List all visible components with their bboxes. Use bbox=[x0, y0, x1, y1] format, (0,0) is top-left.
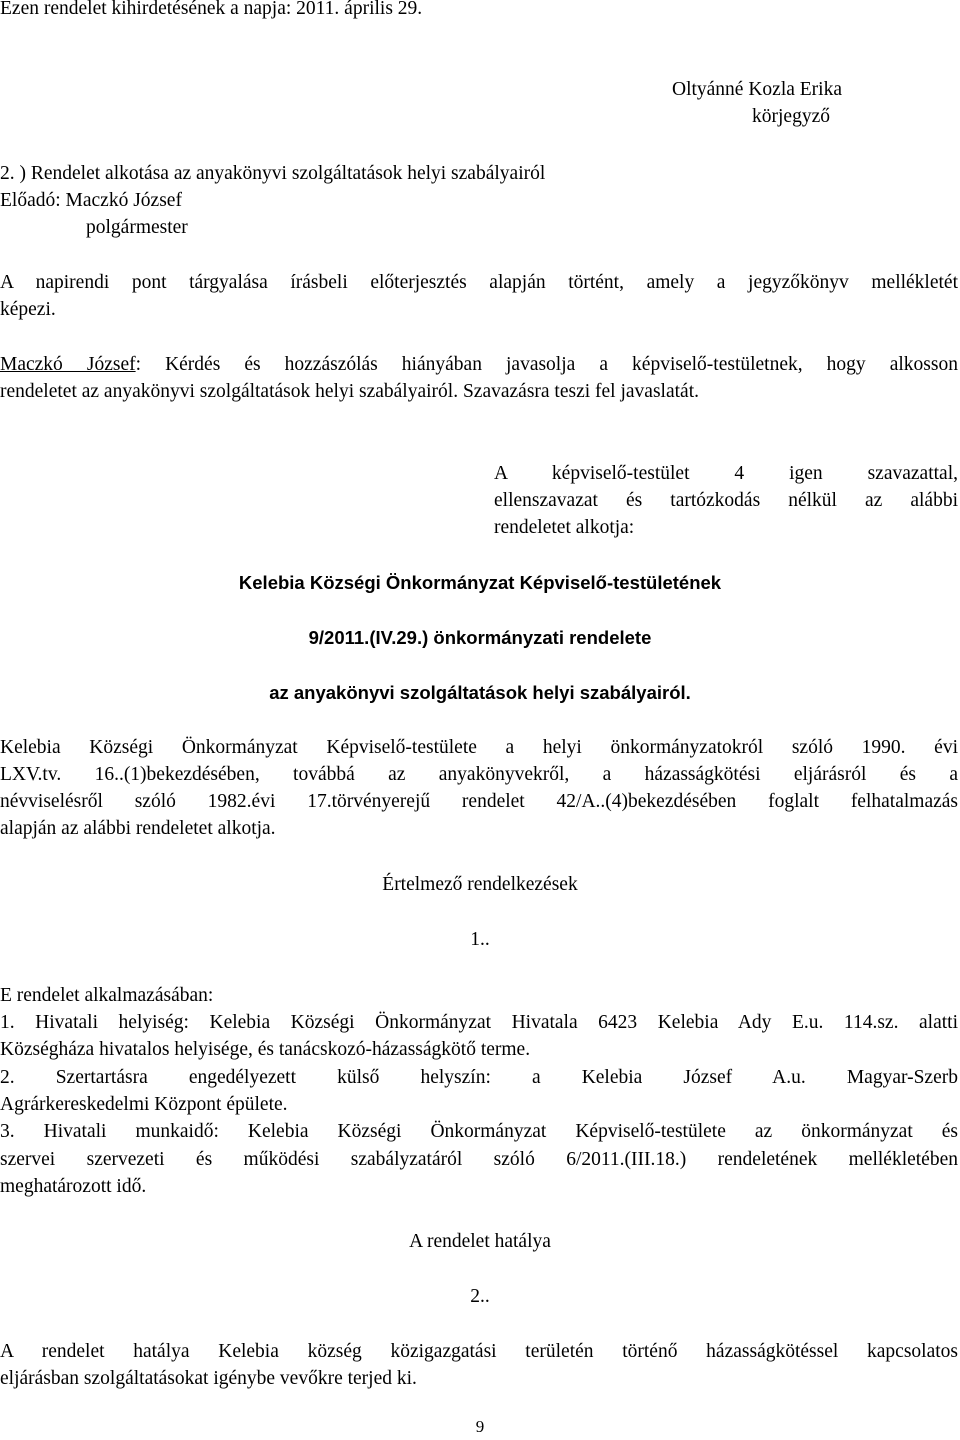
agenda-number: 2. bbox=[0, 163, 15, 184]
preamble-line: Kelebia Községi Önkormányzat Képviselő-testülete a helyi önkormányzatokról szóló 1990. évi bbox=[0, 737, 958, 758]
decree-subject: az anyakönyvi szolgáltatások helyi szabályairól. bbox=[269, 682, 691, 703]
signer-title: körjegyző bbox=[752, 106, 830, 127]
list-item: 2. Szertartásra engedélyezett külső helyszín: a Kelebia József A.u. Magyar-Szerb bbox=[0, 1067, 958, 1088]
list-item: 1. Hivatali helyiség: Kelebia Községi Önkormányzat Hivatala 6423 Kelebia Ady E.u. 114.sz. alatti bbox=[0, 1012, 958, 1033]
decree-issuer: Kelebia Községi Önkormányzat Képviselő-testületének bbox=[238, 572, 722, 593]
vote-line: ellenszavazat és tartózkodás nélkül az alábbi bbox=[494, 490, 958, 511]
list-item: 3. Hivatali munkaidő: Kelebia Községi Önkormányzat Képviselő-testülete az önkormányzat és bbox=[0, 1121, 958, 1142]
section-number: 1.. bbox=[470, 929, 490, 950]
paragraph-line: A rendelet hatálya Kelebia község közigazgatási területén történő házasságkötéssel kapcsolatos bbox=[0, 1341, 958, 1362]
vote-line: A képviselő-testület 4 igen szavazattal, bbox=[494, 463, 958, 484]
list-item: meghatározott idő. bbox=[0, 1176, 147, 1197]
page-number: 9 bbox=[475, 1417, 485, 1436]
list-item: szervei szervezeti és működési szabályzatáról szóló 6/2011.(III.18.) rendeletének mellékletében bbox=[0, 1149, 958, 1170]
agenda-title: ) Rendelet alkotása az anyakönyvi szolgáltatások helyi szabályairól bbox=[19, 163, 546, 184]
promulgation-line: Ezen rendelet kihirdetésének a napja: 2011. április 29. bbox=[0, 0, 423, 19]
section-number: 2.. bbox=[470, 1286, 490, 1307]
preamble-line: LXV.tv. 16..(1)bekezdésében, továbbá az anyakönyvekről, a házasságkötési eljárásról és a bbox=[0, 764, 958, 785]
speaker-paragraph-line bbox=[0, 352, 958, 378]
vote-line: rendeletet alkotja: bbox=[494, 517, 635, 538]
section-heading: A rendelet hatálya bbox=[409, 1231, 551, 1252]
preamble-line: névviselésről szóló 1982.évi 17.törvényerejű rendelet 42/A..(4)bekezdésében foglalt felhatalmazás bbox=[0, 791, 958, 812]
paragraph-line: eljárásban szolgáltatásokat igénybe vevőkre terjed ki. bbox=[0, 1368, 417, 1389]
speaker-text: : Kérdés és hozzászólás hiányában javasolja a képviselő-testületnek, hogy alkosson bbox=[135, 354, 958, 375]
speaker-name: Maczkó József bbox=[0, 354, 136, 375]
paragraph-line: A napirendi pont tárgyalása írásbeli előterjesztés alapján történt, amely a jegyzőkönyv mellékletét bbox=[0, 272, 958, 293]
agenda-presenter: Előadó: Maczkó József bbox=[0, 190, 182, 211]
paragraph-line: képezi. bbox=[0, 299, 56, 320]
paragraph-line: rendeletet az anyakönyvi szolgáltatások helyi szabályairól. Szavazásra teszi fel javaslatát. bbox=[0, 381, 699, 402]
signer-name: Oltyánné Kozla Erika bbox=[671, 79, 842, 100]
agenda-presenter-title: polgármester bbox=[86, 217, 188, 238]
agenda-item-title bbox=[0, 161, 545, 187]
decree-number: 9/2011.(IV.29.) önkormányzati rendelete bbox=[308, 627, 652, 648]
list-item: Községháza hivatalos helyisége, és tanácskozó-házasságkötő terme. bbox=[0, 1039, 531, 1060]
section-heading: Értelmező rendelkezések bbox=[382, 874, 578, 895]
list-item: Agrárkereskedelmi Központ épülete. bbox=[0, 1094, 288, 1115]
section-intro: E rendelet alkalmazásában: bbox=[0, 985, 214, 1006]
preamble-line: alapján az alábbi rendeletet alkotja. bbox=[0, 818, 276, 839]
